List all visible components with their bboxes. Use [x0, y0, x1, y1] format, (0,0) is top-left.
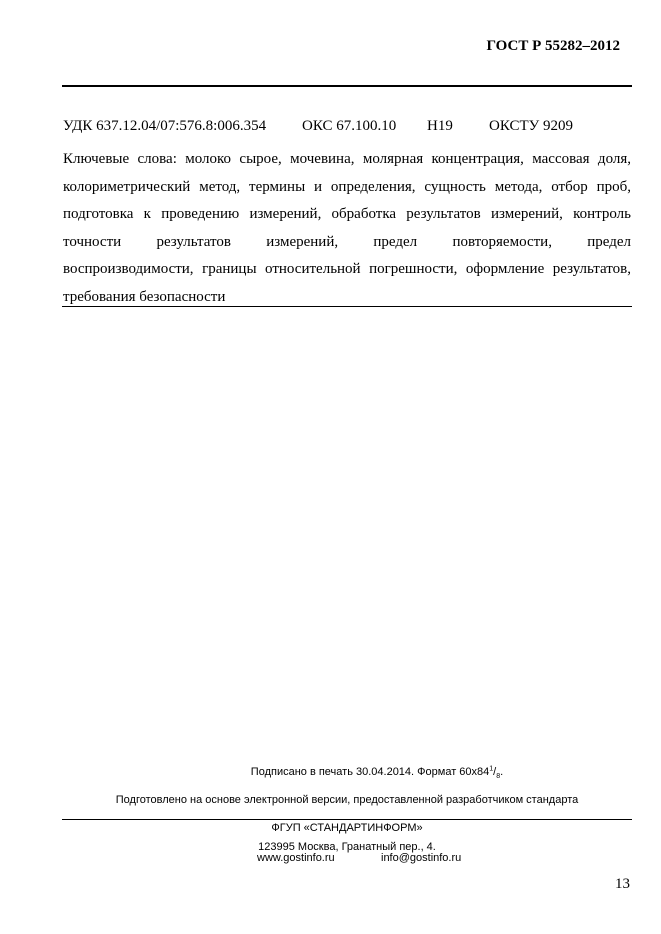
keyword-word: предел: [373, 233, 418, 250]
keywords-line: колориметрический метод, термины и определения, сущность метода, отбор проб,: [63, 178, 631, 195]
email-link[interactable]: info@gostinfo.ru: [381, 852, 462, 864]
okstu-code: ОКСТУ 9209: [489, 118, 574, 134]
keyword-word: предел: [587, 233, 631, 250]
keyword-word: точности: [63, 233, 122, 250]
udk-code: УДК 637.12.04/07:576.8:006.354: [63, 118, 267, 134]
keywords-line: [63, 229, 631, 257]
standard-code-header: ГОСТ Р 55282–2012: [486, 38, 620, 54]
keywords-line: воспроизводимости, границы относительной погрешности, оформление результатов,: [63, 261, 631, 277]
oks-code: ОКС 67.100.10: [302, 118, 397, 134]
signed-for-print: Подписано в печать 30.04.2014. Формат $60x84^1/_8$.: [250, 765, 504, 781]
signed-text: Подписано в печать 30.04.2014. Формат 60x84: [250, 766, 490, 778]
keywords-line: Ключевые слова: молоко сырое, мочевина, молярная концентрация, массовая доля,: [63, 151, 631, 167]
imprint-divider: [62, 819, 632, 820]
publisher-address: 123995 Москва, Гранатный пер., 4.: [258, 841, 436, 853]
classification-codes: [63, 118, 633, 138]
keyword-word: повторяемости,: [452, 233, 552, 250]
keywords-paragraph: [63, 146, 631, 311]
format-sup: 1: [489, 765, 494, 773]
format-sub: 8: [496, 773, 501, 781]
publisher-contacts: [250, 852, 490, 868]
publisher-name: ФГУП «СТАНДАРТИНФОРМ»: [271, 822, 423, 834]
keyword-word: результатов: [156, 233, 231, 250]
prepared-note: Подготовлено на основе электронной версии, предоставленной разработчиком стандарта: [115, 794, 579, 806]
format-end: .: [500, 766, 504, 778]
keywords-divider: [62, 306, 632, 307]
website-link[interactable]: www.gostinfo.ru: [257, 852, 335, 864]
group-code: Н19: [427, 118, 453, 134]
keyword-word: измерений,: [266, 233, 339, 250]
keywords-line: требования безопасности: [63, 288, 226, 305]
page-number: 13: [615, 876, 630, 892]
keywords-line: подготовка к проведению измерений, обработка результатов измерений, контроль: [63, 206, 631, 222]
header-divider: [62, 85, 632, 87]
